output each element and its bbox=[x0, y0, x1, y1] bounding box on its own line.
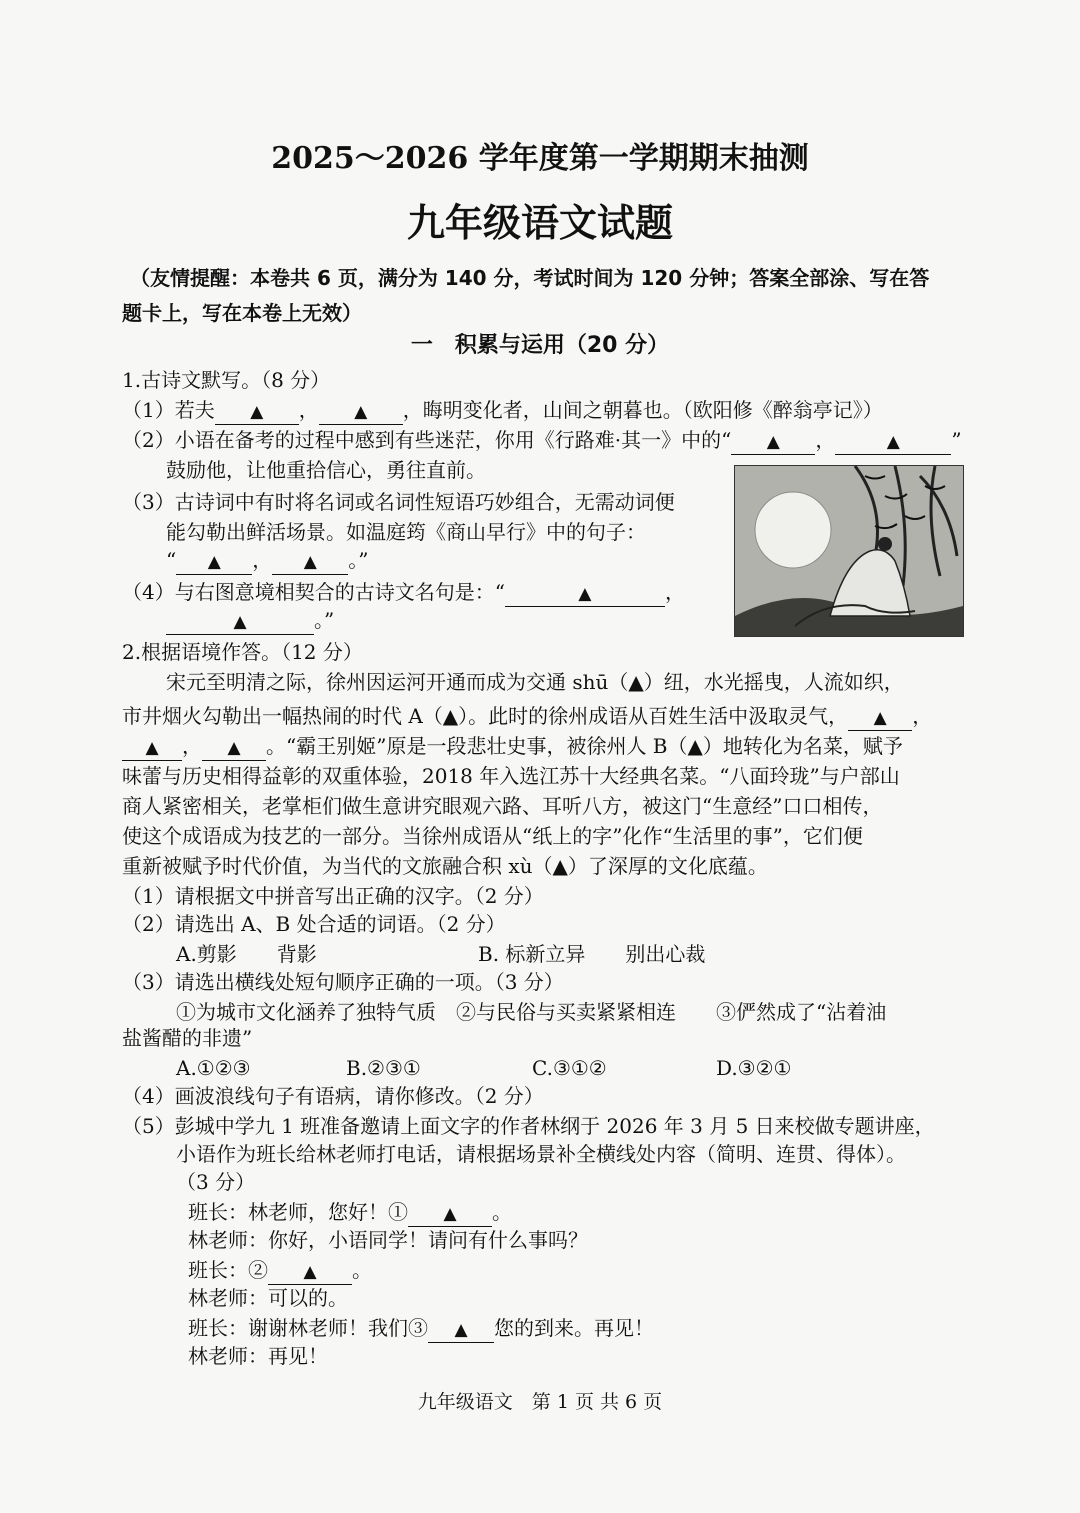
exam-title: 2025～2026 学年度第一学期期末抽测 bbox=[271, 141, 809, 176]
blank-triangle-icon: ▲ bbox=[354, 402, 368, 422]
poetry-illustration bbox=[734, 465, 964, 637]
answer-blank[interactable] bbox=[848, 704, 912, 731]
dialog-line-5-text-b: 您的到来。再见！ bbox=[494, 1316, 654, 1340]
blank-triangle-icon: ▲ bbox=[443, 1204, 457, 1224]
q2-para-line5: 商人紧密相关，老掌柜们做生意讲究眼观六路、耳听八方，被这门“生意经”口口相传， bbox=[122, 794, 883, 818]
q1-part2-text-b: ， bbox=[815, 428, 836, 452]
q2-para-line1: 宋元至明清之际，徐州因运河开通而成为交通 shū（▲）纽，水光摇曳，人流如织， bbox=[166, 670, 904, 694]
answer-blank[interactable] bbox=[272, 548, 348, 575]
blank-triangle-icon: ▲ bbox=[227, 738, 241, 758]
q2-para-line2 bbox=[122, 702, 932, 731]
exam-subtitle: 九年级语文试题 bbox=[406, 201, 673, 245]
q1-part3-line3 bbox=[166, 546, 368, 575]
moon-poet-illustration bbox=[735, 466, 963, 636]
blank-triangle-icon: ▲ bbox=[233, 612, 247, 632]
blank-triangle-icon: ▲ bbox=[578, 584, 592, 604]
answer-blank[interactable] bbox=[428, 1316, 494, 1343]
answer-blank[interactable] bbox=[202, 734, 266, 761]
dialog-line-4: 林老师：可以的。 bbox=[188, 1286, 348, 1310]
q2-sub3-option-b[interactable]: B.②③① bbox=[346, 1056, 421, 1080]
q2-sub4: （4）画波浪线句子有语病，请你修改。（2 分） bbox=[122, 1084, 544, 1108]
answer-blank[interactable] bbox=[505, 580, 665, 607]
dialog-line-5 bbox=[188, 1314, 654, 1343]
q2-para-line6: 使这个成语成为技艺的一部分。当徐州成语从“纸上的字”化作“生活里的事”，它们便 bbox=[122, 824, 863, 848]
q2-sub2-option-a[interactable]: A.剪影 背影 bbox=[176, 942, 317, 966]
q1-part3-line2: 能勾勒出鲜活场景。如温庭筠《商山早行》中的句子： bbox=[166, 520, 646, 544]
q1-part1-text-c: ，晦明变化者，山间之朝暮也。（欧阳修《醉翁亭记》） bbox=[402, 398, 883, 422]
q1-part2 bbox=[122, 426, 962, 455]
answer-blank[interactable] bbox=[835, 428, 951, 455]
q2-stem: 2.根据语境作答。（12 分） bbox=[122, 640, 363, 664]
q2-sub5-line1: （5）彭城中学九 1 班准备邀请上面文字的作者林纲于 2026 年 3 月 5 日来校做专题讲座， bbox=[122, 1114, 935, 1138]
answer-blank[interactable] bbox=[731, 428, 815, 455]
dialog-line-2: 林老师：你好，小语同学！请问有什么事吗？ bbox=[188, 1228, 588, 1252]
blank-triangle-icon: ▲ bbox=[454, 1320, 468, 1340]
notice-line-1: （友情提醒：本卷共 6 页，满分为 140 分，考试时间为 120 分钟；答案全部涂、写在答 bbox=[130, 266, 930, 290]
q2-para-line2-text: 市井烟火勾勒出一幅热闹的时代 A（▲）。此时的徐州成语从百姓生活中汲取灵气， bbox=[122, 704, 849, 728]
q2-para-line3-text: 。“霸王别姬”原是一段悲壮史事，被徐州人 B（▲）地转化为名菜，赋予 bbox=[266, 734, 903, 758]
q1-part4-line2 bbox=[166, 606, 334, 635]
q2-para-line4: 味蕾与历史相得益彰的双重体验，2018 年入选江苏十大经典名菜。“八面玲珑”与户部山 bbox=[122, 764, 900, 788]
period: 。 bbox=[352, 1258, 372, 1282]
blank-triangle-icon: ▲ bbox=[145, 738, 159, 758]
q2-sub3: （3）请选出横线处短句顺序正确的一项。（3 分） bbox=[122, 970, 564, 994]
q2-sub3-option-a[interactable]: A.①②③ bbox=[176, 1056, 251, 1080]
answer-blank[interactable] bbox=[268, 1258, 352, 1285]
q1-part2-text-a: （2）小语在备考的过程中感到有些迷茫，你用《行路难·其一》中的“ bbox=[122, 428, 732, 452]
q2-sub3-option-c[interactable]: C.③①② bbox=[532, 1056, 607, 1080]
q2-sub3-items: ①为城市文化涵养了独特气质 ②与民俗与买卖紧紧相连 ③俨然成了“沾着油 bbox=[176, 1000, 887, 1024]
blank-triangle-icon: ▲ bbox=[886, 432, 900, 452]
dialog-line-1 bbox=[188, 1198, 512, 1227]
blank-triangle-icon: ▲ bbox=[250, 402, 264, 422]
answer-blank[interactable] bbox=[408, 1200, 492, 1227]
dialog-line-5-text-a: 班长：谢谢林老师！我们③ bbox=[188, 1316, 428, 1340]
comma: ， bbox=[182, 734, 202, 758]
quote-open: “ bbox=[166, 548, 177, 572]
q2-sub1: （1）请根据文中拼音写出正确的汉字。（2 分） bbox=[122, 884, 544, 908]
answer-blank[interactable] bbox=[176, 548, 252, 575]
q1-part4-text-c: 。” bbox=[314, 608, 335, 632]
blank-triangle-icon: ▲ bbox=[207, 552, 221, 572]
q1-part2-continued: 鼓励他，让他重拾信心，勇往直前。 bbox=[166, 458, 486, 482]
q2-sub3-items-cont: 盐酱醋的非遗” bbox=[122, 1026, 253, 1050]
dialog-line-3 bbox=[188, 1256, 372, 1285]
q2-sub2: （2）请选出 A、B 处合适的词语。（2 分） bbox=[122, 912, 506, 936]
blank-triangle-icon: ▲ bbox=[766, 432, 780, 452]
notice-line-2: 题卡上，写在本卷上无效） bbox=[122, 301, 362, 325]
q1-part4-line1 bbox=[122, 578, 685, 607]
answer-blank[interactable] bbox=[166, 608, 314, 635]
blank-triangle-icon: ▲ bbox=[303, 552, 317, 572]
q1-part4-text-a: （4）与右图意境相契合的古诗文名句是：“ bbox=[122, 580, 505, 604]
q2-sub3-option-d[interactable]: D.③②① bbox=[716, 1056, 792, 1080]
quote-close: 。” bbox=[348, 548, 369, 572]
q1-part4-text-b: ， bbox=[664, 580, 685, 604]
blank-triangle-icon: ▲ bbox=[873, 708, 887, 728]
blank-triangle-icon: ▲ bbox=[303, 1262, 317, 1282]
q1-part3-line1: （3）古诗词中有时将名词或名词性短语巧妙组合，无需动词便 bbox=[122, 490, 675, 514]
q1-part1-text-b: ， bbox=[298, 398, 319, 422]
comma: ， bbox=[912, 704, 933, 728]
comma: ， bbox=[252, 548, 273, 572]
page-footer: 九年级语文 第 1 页 共 6 页 bbox=[417, 1391, 663, 1413]
answer-blank[interactable] bbox=[122, 734, 182, 761]
answer-blank[interactable] bbox=[319, 398, 403, 425]
q2-para-line3 bbox=[122, 732, 903, 761]
q2-sub2-option-b[interactable]: B. 标新立异 别出心裁 bbox=[478, 942, 706, 966]
dialog-line-3-text: 班长：② bbox=[188, 1258, 268, 1282]
section-heading: 一 积累与运用（20 分） bbox=[410, 333, 670, 358]
period: 。 bbox=[492, 1200, 512, 1224]
q1-part2-text-c: ” bbox=[951, 428, 962, 452]
q1-part1-text-a: （1）若夫 bbox=[122, 398, 215, 422]
dialog-line-6: 林老师：再见！ bbox=[188, 1344, 328, 1368]
answer-blank[interactable] bbox=[215, 398, 299, 425]
q1-stem: 1.古诗文默写。（8 分） bbox=[122, 368, 331, 392]
q2-para-line7: 重新被赋予时代价值，为当代的文旅融合积 xù（▲）了深厚的文化底蕴。 bbox=[122, 854, 768, 878]
q2-sub5-line3: （3 分） bbox=[176, 1170, 256, 1194]
q2-sub5-line2: 小语作为班长给林老师打电话，请根据场景补全横线处内容（简明、连贯、得体）。 bbox=[176, 1142, 906, 1166]
q1-part1 bbox=[122, 396, 883, 425]
dialog-line-1-text: 班长：林老师，您好！① bbox=[188, 1200, 408, 1224]
